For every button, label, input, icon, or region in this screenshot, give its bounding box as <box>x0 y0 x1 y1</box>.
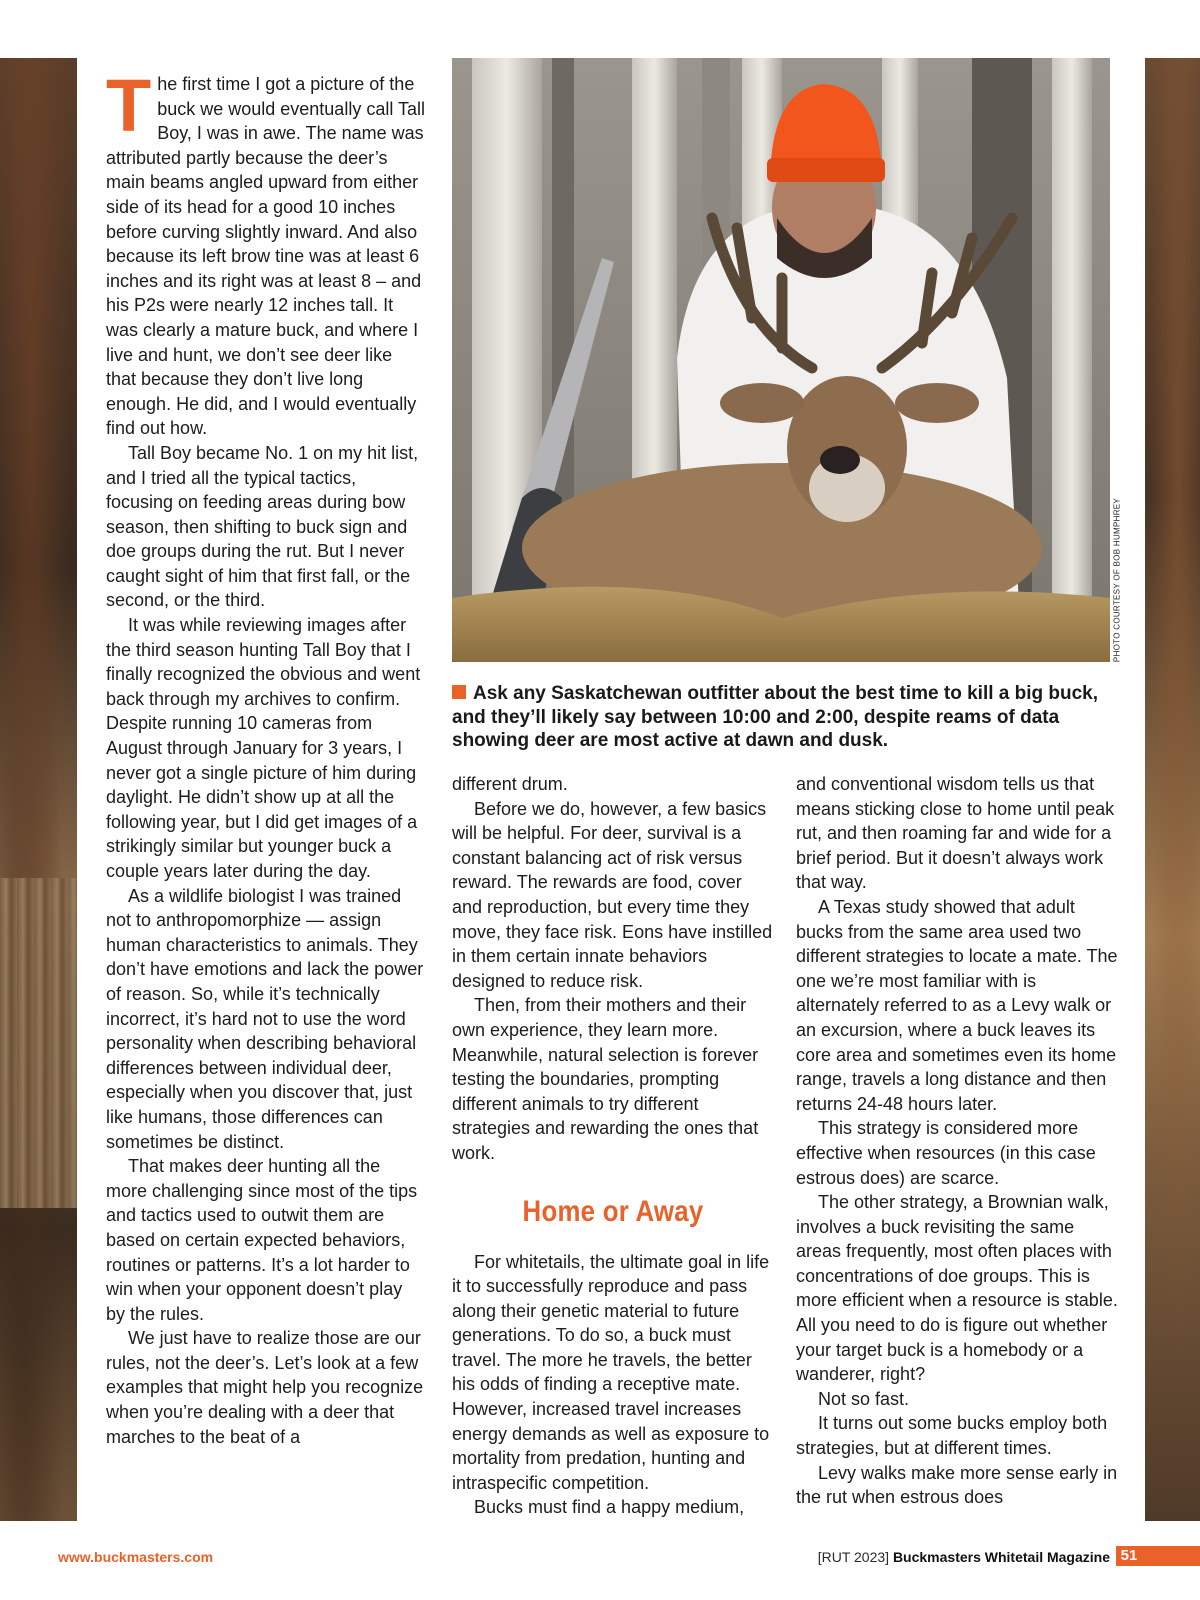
page-number: 51 <box>1120 1547 1138 1564</box>
paragraph: Not so fast. <box>818 1388 910 1409</box>
paragraph: For whitetails, the ultimate goal in life it to successfully reproduce and pass along their genetic material to future generations. To do so, a buck must travel. The more he travels, the better his odds of finding a receptive mate. However, increased travel increases energy demands as well as exposure to mortality from predation, hunting and intraspecific competition. <box>452 1251 770 1493</box>
paragraph: We just have to realize those are our rules, not the deer’s. Let’s look at a few examples that might help you recognize when you’re dealing with a deer that marches to the beat of a <box>106 1328 424 1447</box>
paragraph: Bucks must find a happy medium, <box>474 1497 745 1518</box>
tree-stump-image <box>0 878 77 1208</box>
paragraph: Then, from their mothers and their own experience, they learn more. Meanwhile, natural selection is forever testing the boundaries, prompting different animals to try different strategies and rewarding the ones that work. <box>452 995 759 1163</box>
article-column-1 <box>106 64 426 1449</box>
paragraph: It turns out some bucks employ both strategies, but at different times. <box>796 1413 1108 1459</box>
paragraph: different drum. <box>452 774 568 794</box>
paragraph: The other strategy, a Brownian walk, involves a buck revisiting the same areas frequently, most often places with concentrations of doe groups. This is more efficient when a resource is stable. All you need to do is figure out whether your target buck is a homebody or a wanderer, right? <box>796 1192 1118 1385</box>
paragraph: and conventional wisdom tells us that means sticking close to home until peak rut, and then roaming far and wide for a brief period. But it doesn’t always work that way. <box>796 774 1115 893</box>
paragraph: This strategy is considered more effective when resources (in this case estrous does) are scarce. <box>796 1118 1096 1188</box>
caption-bullet-square <box>452 685 466 699</box>
paragraph: Levy walks make more sense early in the rut when estrous does <box>796 1462 1118 1508</box>
paragraph: That makes deer hunting all the more challenging since most of the tips and tactics used to outwit them are based on certain expected behaviors, routines or patterns. It’s a lot harder to win when your opponent doesn’t play by the rules. <box>106 1156 418 1324</box>
paragraph: A Texas study showed that adult bucks from the same area used two different strategies to locate a mate. The one we’re most familiar with is alternately referred to as a Levy walk or an excursion, where a buck leaves its core area and sometimes even its home range, travels a long distance and then returns 24-48 hours later. <box>796 896 1118 1114</box>
section-subhead: Home or Away <box>522 1195 704 1228</box>
right-background-photo-strip <box>1145 58 1200 1521</box>
paragraph: As a wildlife biologist I was trained not to anthropomorphize — assign human characteristics to animals. They don’t have emotions and lack the power of reason. So, while it’s technically incorrect, it’s hard not to use the word personality when describing behavioral differences between individual deer, especially when you discover that, just like humans, those differences can sometimes be distinct. <box>106 885 424 1152</box>
hunter-with-buck-photo <box>452 58 1110 662</box>
photo-caption: Ask any Saskatchewan outfitter about the best time to kill a big buck, and they’ll likely say between 10:00 and 2:00, despite reams of data showing deer are most active at dawn and dusk. <box>452 683 1099 751</box>
paragraph: It was while reviewing images after the third season hunting Tall Boy that I finally recognized the obvious and went back through my archives to confirm. Despite running 10 cameras from August through January for 3 years, I never got a single picture of him during daylight. He didn’t show up at all the following year, but I did get images of a strikingly similar but younger buck a couple years later during the day. <box>106 615 421 881</box>
left-background-photo-strip <box>0 58 77 1521</box>
opening-paragraph: The first time I got a picture of the buck we would eventually call Tall Boy, I was in awe. The name was attributed partly because the deer’s main beams angled upward from either side of its head for a good 10 inches before curving slightly inward. And also because its left brow tine was at least 6 inches and its right was at least 8 – and his P2s were nearly 12 inches tall. It was clearly a mature buck, and where I live and hunt, we don’t see deer like that because they don’t live long enough. He did, and I would eventually find out how. <box>106 64 426 439</box>
paragraph: Before we do, however, a few basics will be helpful. For deer, survival is a constant balancing act of risk versus reward. The rewards are food, cover and reproduction, but every time they move, they face risk. Eons have instilled in them certain innate behaviors designed to reduce risk. <box>452 798 773 991</box>
footer-magazine: Buckmasters Whitetail Magazine <box>892 1549 1110 1565</box>
footer-issue: [RUT 2023] <box>817 1549 890 1565</box>
drop-cap: T <box>106 64 152 147</box>
photo-credit: PHOTO COURTESY OF BOB HUMPHREY <box>1112 497 1122 663</box>
article-column-3 <box>796 772 1118 1510</box>
footer-issue-line <box>818 1549 1110 1565</box>
article-column-2 <box>452 772 774 1520</box>
footer-url[interactable]: www.buckmasters.com <box>58 1549 214 1565</box>
paragraph: Tall Boy became No. 1 on my hit list, and I tried all the typical tactics, focusing on feeding areas during bow season, then shifting to buck sign and doe groups during the rut. But I never caught sight of him that first fall, or the second, or the third. <box>106 442 419 611</box>
